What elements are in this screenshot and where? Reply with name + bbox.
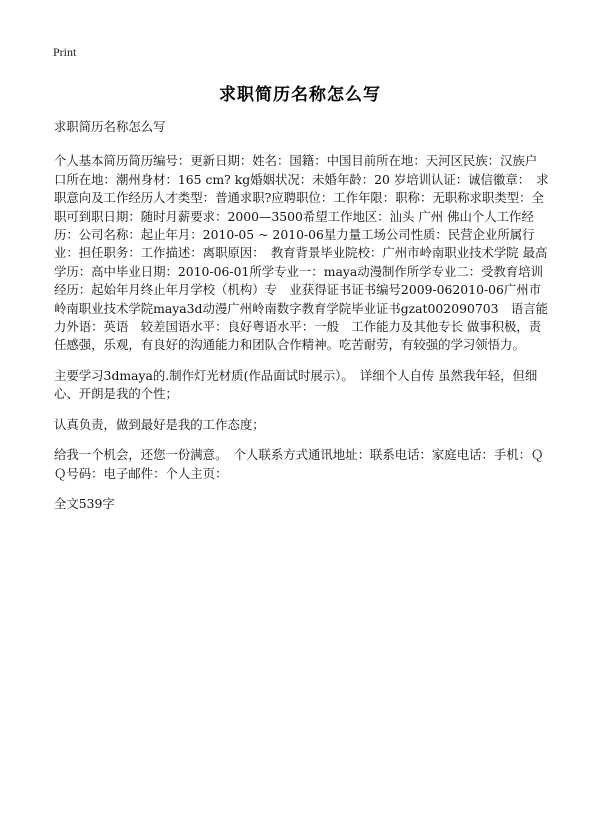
document-title: 求职简历名称怎么写: [219, 85, 381, 105]
resume-details-paragraph: 个人基本简历简历编号：更新日期：姓名：国籍：中国目前所在地：天河区民族：汉族户口所在地：潮州身材：165 cm? kg婚姻状况：未婚年龄：20 岁培训认证：诚信徽章： 求职意向及工作经历人才类型：普通求职?应聘职位：工作年限：职称：无职称求职类型：全职可到职日期：随时月薪要求：2000—3500希望工作地区：汕头 广州 佛山个人工作经历：公司名称：起止年月：2010-05 ~ 2010-06星力量工场公司性质：民营企业所属行业：担任职务：工作描述：离职原因： 教育背景毕业院校：广州市岭南职业技术学院 最高学历：高中毕业日期：2010-06-01所学专业一：maya动漫制作所学专业二：受教育培训经历：起始年月终止年月学校（机构）专 业获得证书证书编号2009-062010-06广州市岭南职业技术学院maya3d动漫广州岭南数字教育学院毕业证书gzat002090703 语言能力外语：英语 较差国语水平：良好粤语水平：一般 工作能力及其他专长 做事积极，责任感强，乐观，有良好的沟通能力和团队合作精神。吃苦耐劳，有较强的学习领悟力。: [54, 153, 549, 353]
document-body: [54, 118, 549, 525]
word-count: 全文539字: [54, 495, 115, 511]
study-and-autobiography-paragraph: 主要学习3dmaya的.制作灯光材质(作品面试时展示）。 详细个人自传 虽然我年轻，但细心、开朗是我的个性；: [54, 367, 538, 402]
attitude-paragraph: 认真负责，做到最好是我的工作态度；: [54, 416, 265, 432]
print-link[interactable]: Print: [53, 45, 77, 59]
document-subtitle: 求职简历名称怎么写: [54, 119, 166, 134]
contact-info-paragraph: 给我一个机会，还您一份满意。 个人联系方式通讯地址：联系电话：家庭电话：手机：ＱＱ号码：电子邮件：个人主页：: [54, 447, 544, 481]
